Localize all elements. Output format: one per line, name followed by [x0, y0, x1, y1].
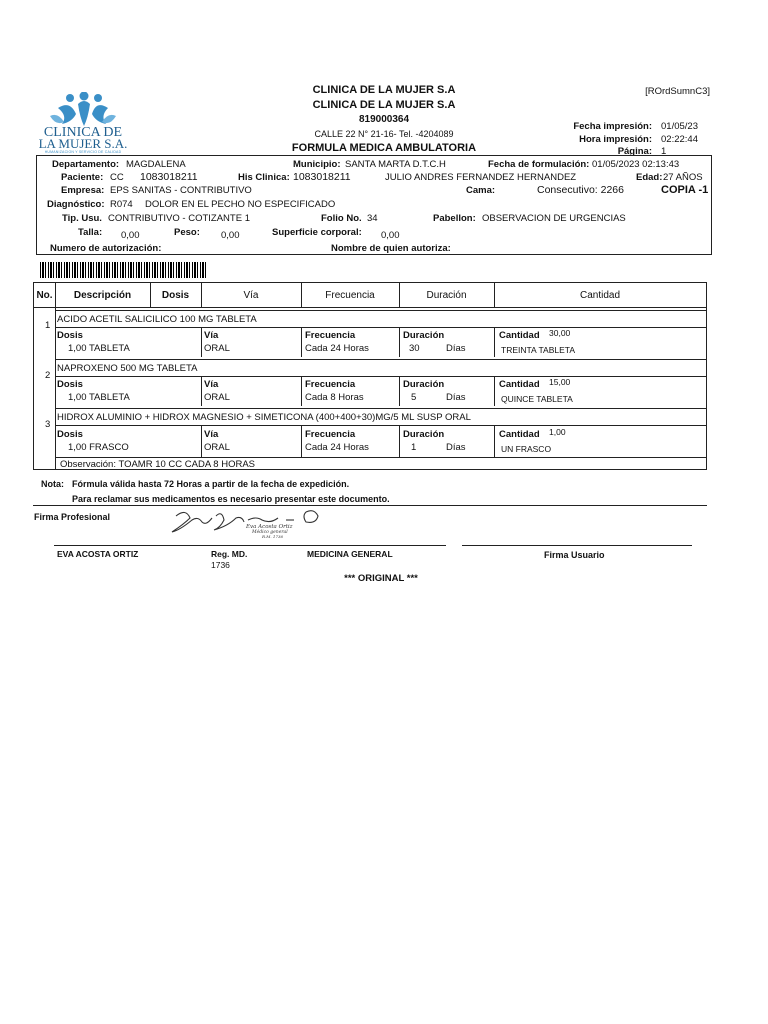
item-3-dose: 1,00 FRASCO: [68, 442, 129, 453]
item-2-quantity-num: 15,00: [549, 377, 571, 387]
pavilion-label: Pabellon:: [433, 213, 476, 224]
stamp-role: Médico general: [252, 530, 288, 535]
item-2-frequency: Cada 8 Horas: [305, 392, 364, 403]
municipality-value: SANTA MARTA D.T.C.H: [345, 159, 446, 170]
professional-signature-label: Firma Profesional: [34, 512, 111, 522]
item-3-dose-label: Dosis: [57, 429, 83, 440]
clinic-address: CALLE 22 N° 21-16- Tel. -4204089: [314, 129, 454, 139]
patient-id-type: CC: [110, 172, 124, 183]
age-label: Edad:: [636, 172, 663, 183]
item-1-frequency-label: Frecuencia: [305, 330, 356, 341]
height-label: Talla:: [78, 227, 103, 238]
item-1-route-label: Vía: [204, 330, 219, 341]
department-value: MAGDALENA: [126, 159, 186, 170]
item-2-dose: 1,00 TABLETA: [68, 392, 130, 403]
col-duration: Duración: [426, 290, 467, 301]
authorization-label: Numero de autorización:: [50, 243, 162, 254]
col-frequency: Frecuencia: [325, 290, 375, 301]
item-2-frequency-label: Frecuencia: [305, 379, 356, 390]
item-2-duration-label: Duración: [403, 379, 445, 390]
clinic-name-2: CLINICA DE LA MUJER S.A: [312, 99, 456, 111]
copy-badge: COPIA -1: [661, 184, 709, 196]
item-1-description: ACIDO ACETIL SALICILICO 100 MG TABLETA: [57, 314, 257, 325]
item-3-quantity-label: Cantidad: [499, 429, 540, 440]
note-line-1: Fórmula válida hasta 72 Horas a partir de la fecha de expedición.: [72, 479, 350, 489]
document-title: FORMULA MEDICA AMBULATORIA: [291, 142, 477, 154]
item-3-frequency: Cada 24 Horas: [305, 442, 369, 453]
surface-label: Superficie corporal:: [272, 227, 362, 238]
logo-line-1: CLINICA DE: [43, 125, 123, 140]
patient-name: JULIO ANDRES FERNANDEZ HERNANDEZ: [385, 172, 577, 183]
handwritten-signature-icon: [166, 506, 336, 540]
item-2-quantity-text: QUINCE TABLETA: [501, 394, 573, 404]
doctor-specialty: MEDICINA GENERAL: [307, 549, 393, 559]
user-signature-label: Firma Usuario: [544, 550, 605, 560]
col-dose: Dosis: [161, 290, 190, 301]
reg-md-number: 1736: [211, 560, 230, 570]
item-2-description: NAPROXENO 500 MG TABLETA: [57, 363, 198, 374]
item-2-duration-unit: Días: [446, 392, 466, 403]
print-date: 01/05/23: [661, 121, 698, 132]
doctor-name: EVA ACOSTA ORTIZ: [57, 549, 139, 559]
item-1-duration-num: 30: [409, 343, 420, 354]
authorizer-label: Nombre de quien autoriza:: [331, 243, 451, 254]
observation: Observación: TOAMR 10 CC CADA 8 HORAS: [60, 459, 255, 470]
folio-value: 34: [367, 213, 378, 224]
col-description: Descripción: [73, 290, 132, 301]
height-value: 0,00: [121, 230, 140, 241]
bed-label: Cama:: [466, 185, 496, 196]
formulation-date-value: 01/05/2023 02:13:43: [592, 159, 680, 170]
user-type-label: Tip. Usu.: [62, 213, 102, 224]
diagnosis-code: R074: [110, 199, 133, 210]
col-quantity: Cantidad: [579, 290, 621, 301]
diagnosis-label: Diagnóstico:: [47, 199, 105, 210]
clinic-nit: 819000364: [358, 114, 410, 125]
municipality-label: Municipio:: [293, 159, 341, 170]
original-marker: *** ORIGINAL ***: [344, 573, 418, 584]
item-1-route: ORAL: [204, 343, 230, 354]
item-2-number: 2: [45, 370, 51, 381]
col-route: Vía: [243, 290, 259, 301]
formulation-date-label: Fecha de formulación:: [488, 159, 590, 170]
page-label: Página:: [617, 146, 652, 157]
patient-id-number: 1083018211: [140, 171, 198, 183]
item-2-quantity-label: Cantidad: [499, 379, 540, 390]
note-label: Nota:: [41, 479, 64, 489]
item-1-quantity-num: 30,00: [549, 328, 571, 338]
logo-line-2: LA MUJER S.A.: [38, 136, 128, 151]
logo-tagline: HUMANIZACION Y SERVICIO DE CALIDAD: [44, 150, 122, 154]
item-2-duration-num: 5: [411, 392, 417, 403]
item-3-quantity-text: UN FRASCO: [501, 444, 552, 454]
item-3-description: HIDROX ALUMINIO + HIDROX MAGNESIO + SIMETICONA (400+400+30)MG/5 ML SUSP ORAL: [57, 412, 471, 423]
item-1-quantity-text: TREINTA TABLETA: [501, 345, 575, 355]
company-value: EPS SANITAS - CONTRIBUTIVO: [110, 185, 252, 196]
weight-label: Peso:: [174, 227, 200, 238]
item-3-frequency-label: Frecuencia: [305, 429, 356, 440]
item-1-dose-label: Dosis: [57, 330, 83, 341]
surface-value: 0,00: [381, 230, 400, 241]
item-2-route: ORAL: [204, 392, 230, 403]
consecutive-value: Consecutivo: 2266: [537, 184, 624, 196]
item-2-route-label: Vía: [204, 379, 219, 390]
item-3-number: 3: [45, 419, 51, 430]
item-3-route: ORAL: [204, 442, 230, 453]
clinic-name-1: CLINICA DE LA MUJER S.A: [312, 84, 456, 96]
item-1-duration-label: Duración: [403, 330, 445, 341]
weight-value: 0,00: [221, 230, 240, 241]
age-value: 27 AÑOS: [663, 172, 703, 183]
print-time: 02:22:44: [661, 134, 698, 145]
clinic-logo: [28, 92, 138, 154]
print-time-label: Hora impresión:: [579, 134, 652, 145]
folio-label: Folio No.: [321, 213, 362, 224]
item-3-duration-unit: Días: [446, 442, 466, 453]
item-1-duration-unit: Días: [446, 343, 466, 354]
item-1-frequency: Cada 24 Horas: [305, 343, 369, 354]
item-1-dose: 1,00 TABLETA: [68, 343, 130, 354]
patient-label: Paciente:: [61, 172, 104, 183]
print-date-label: Fecha impresión:: [573, 121, 652, 132]
item-3-quantity-num: 1,00: [549, 427, 566, 437]
item-1-quantity-label: Cantidad: [499, 330, 540, 341]
item-2-dose-label: Dosis: [57, 379, 83, 390]
item-3-duration-num: 1: [411, 442, 417, 453]
his-clinica-number: 1083018211: [293, 171, 351, 183]
note-line-2: Para reclamar sus medicamentos es necesario presentar este documento.: [72, 494, 390, 504]
stamp-reg: R.M. 1736: [262, 534, 284, 539]
page-number: 1: [661, 146, 667, 157]
diagnosis-text: DOLOR EN EL PECHO NO ESPECIFICADO: [145, 199, 336, 210]
item-1-number: 1: [45, 320, 51, 331]
item-3-route-label: Vía: [204, 429, 219, 440]
barcode: [40, 262, 208, 278]
his-clinica-label: His Clinica:: [238, 172, 290, 183]
pavilion-value: OBSERVACION DE URGENCIAS: [482, 213, 626, 224]
user-type-value: CONTRIBUTIVO - COTIZANTE 1: [108, 213, 250, 224]
report-code: [ROrdSumnC3]: [645, 86, 710, 97]
department-label: Departamento:: [52, 159, 120, 170]
col-no: No.: [36, 290, 53, 301]
item-3-duration-label: Duración: [403, 429, 445, 440]
stamp-name: Eva Acosta Ortiz: [246, 524, 293, 530]
reg-md-label: Reg. MD.: [211, 549, 248, 559]
company-label: Empresa:: [61, 185, 105, 196]
